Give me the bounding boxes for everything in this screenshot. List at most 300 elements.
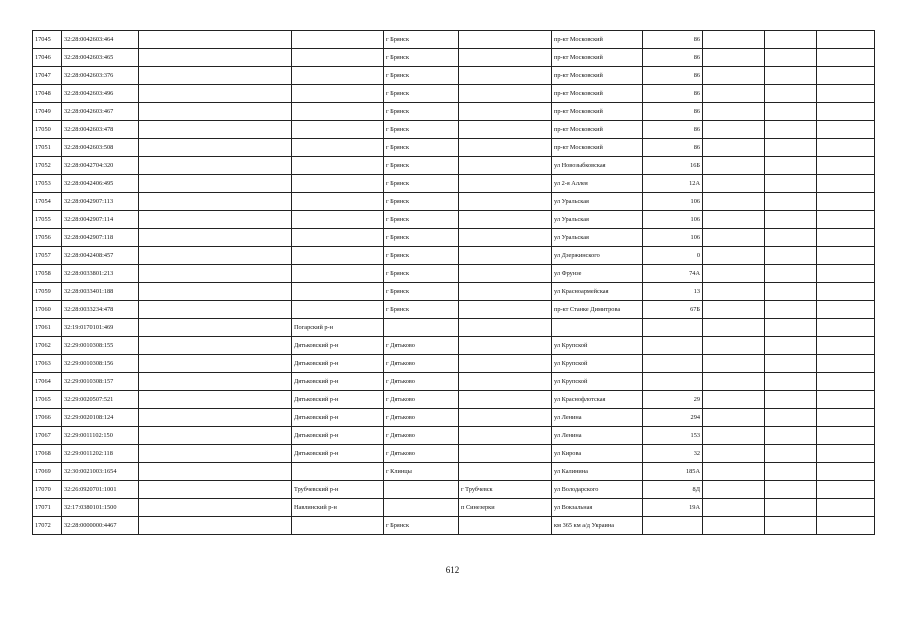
- extra-2-cell: [765, 67, 817, 85]
- table-row: [33, 85, 875, 103]
- district-cell: Погарский р-н: [292, 319, 384, 337]
- street-cell: [552, 319, 643, 337]
- settlement-cell: [459, 445, 552, 463]
- record-number-cell: 17052: [33, 157, 62, 175]
- extra-1-cell: [703, 175, 765, 193]
- city-cell: г Брянск: [384, 121, 459, 139]
- table-row: [33, 373, 875, 391]
- record-number-cell: 17060: [33, 301, 62, 319]
- extra-3-cell: [817, 463, 875, 481]
- house-number-cell: 86: [643, 121, 703, 139]
- object-name-cell: [139, 85, 292, 103]
- extra-3-cell: [817, 103, 875, 121]
- object-name-cell: [139, 265, 292, 283]
- extra-2-cell: [765, 193, 817, 211]
- record-number-cell: 17047: [33, 67, 62, 85]
- extra-1-cell: [703, 103, 765, 121]
- table-row: [33, 157, 875, 175]
- table-row: [33, 391, 875, 409]
- extra-3-cell: [817, 499, 875, 517]
- cadastral-number-cell: 32:29:0011202:118: [62, 445, 139, 463]
- table-row: [33, 445, 875, 463]
- house-number-cell: 13: [643, 283, 703, 301]
- extra-3-cell: [817, 301, 875, 319]
- extra-3-cell: [817, 139, 875, 157]
- record-number-cell: 17066: [33, 409, 62, 427]
- extra-3-cell: [817, 283, 875, 301]
- district-cell: [292, 517, 384, 535]
- city-cell: г Брянск: [384, 265, 459, 283]
- extra-3-cell: [817, 85, 875, 103]
- cadastral-number-cell: 32:28:0042603:376: [62, 67, 139, 85]
- table-row: [33, 499, 875, 517]
- city-cell: г Брянск: [384, 67, 459, 85]
- record-number-cell: 17061: [33, 319, 62, 337]
- extra-3-cell: [817, 193, 875, 211]
- record-number-cell: 17069: [33, 463, 62, 481]
- table-row: [33, 463, 875, 481]
- extra-1-cell: [703, 31, 765, 49]
- object-name-cell: [139, 319, 292, 337]
- record-number-cell: 17055: [33, 211, 62, 229]
- district-cell: [292, 121, 384, 139]
- cadastral-number-cell: 32:28:0042603:508: [62, 139, 139, 157]
- extra-2-cell: [765, 31, 817, 49]
- table-row: [33, 427, 875, 445]
- extra-1-cell: [703, 211, 765, 229]
- table-row: [33, 319, 875, 337]
- cadastral-number-cell: 32:26:0920701:1001: [62, 481, 139, 499]
- extra-2-cell: [765, 49, 817, 67]
- district-cell: [292, 211, 384, 229]
- settlement-cell: [459, 247, 552, 265]
- cadastral-number-cell: 32:28:0033401:188: [62, 283, 139, 301]
- record-number-cell: 17046: [33, 49, 62, 67]
- house-number-cell: 29: [643, 391, 703, 409]
- district-cell: Дятьковский р-н: [292, 445, 384, 463]
- city-cell: г Клинцы: [384, 463, 459, 481]
- street-cell: ул Вокзальная: [552, 499, 643, 517]
- extra-1-cell: [703, 157, 765, 175]
- district-cell: Трубчевский р-н: [292, 481, 384, 499]
- house-number-cell: 86: [643, 139, 703, 157]
- cadastral-number-cell: 32:28:0042603:467: [62, 103, 139, 121]
- cadastral-number-cell: 32:28:0042907:114: [62, 211, 139, 229]
- extra-2-cell: [765, 355, 817, 373]
- record-number-cell: 17049: [33, 103, 62, 121]
- record-number-cell: 17057: [33, 247, 62, 265]
- street-cell: ул Володарского: [552, 481, 643, 499]
- table-row: [33, 409, 875, 427]
- house-number-cell: 106: [643, 229, 703, 247]
- object-name-cell: [139, 31, 292, 49]
- extra-3-cell: [817, 319, 875, 337]
- street-cell: км 365 км а/д Украина: [552, 517, 643, 535]
- extra-1-cell: [703, 139, 765, 157]
- extra-1-cell: [703, 355, 765, 373]
- object-name-cell: [139, 193, 292, 211]
- city-cell: г Брянск: [384, 247, 459, 265]
- extra-3-cell: [817, 67, 875, 85]
- street-cell: пр-кт Московский: [552, 139, 643, 157]
- record-number-cell: 17053: [33, 175, 62, 193]
- table-row: [33, 265, 875, 283]
- cadastral-number-cell: 32:28:0042907:118: [62, 229, 139, 247]
- city-cell: г Брянск: [384, 175, 459, 193]
- house-number-cell: 185А: [643, 463, 703, 481]
- cadastral-number-cell: 32:29:0020507:521: [62, 391, 139, 409]
- district-cell: Дятьковский р-н: [292, 427, 384, 445]
- object-name-cell: [139, 49, 292, 67]
- city-cell: г Брянск: [384, 139, 459, 157]
- settlement-cell: [459, 49, 552, 67]
- object-name-cell: [139, 355, 292, 373]
- street-cell: пр-кт Московский: [552, 67, 643, 85]
- settlement-cell: [459, 463, 552, 481]
- street-cell: ул Ленина: [552, 409, 643, 427]
- house-number-cell: 86: [643, 103, 703, 121]
- street-cell: ул Ленина: [552, 427, 643, 445]
- record-number-cell: 17070: [33, 481, 62, 499]
- extra-3-cell: [817, 157, 875, 175]
- settlement-cell: [459, 175, 552, 193]
- house-number-cell: [643, 373, 703, 391]
- district-cell: [292, 67, 384, 85]
- settlement-cell: [459, 337, 552, 355]
- record-number-cell: 17050: [33, 121, 62, 139]
- object-name-cell: [139, 283, 292, 301]
- cadastral-number-cell: 32:19:0170101:469: [62, 319, 139, 337]
- extra-3-cell: [817, 49, 875, 67]
- extra-2-cell: [765, 301, 817, 319]
- record-number-cell: 17058: [33, 265, 62, 283]
- object-name-cell: [139, 337, 292, 355]
- extra-1-cell: [703, 49, 765, 67]
- house-number-cell: 153: [643, 427, 703, 445]
- street-cell: пр-кт Московский: [552, 121, 643, 139]
- record-number-cell: 17065: [33, 391, 62, 409]
- extra-2-cell: [765, 211, 817, 229]
- record-number-cell: 17059: [33, 283, 62, 301]
- extra-1-cell: [703, 319, 765, 337]
- house-number-cell: 86: [643, 31, 703, 49]
- extra-1-cell: [703, 247, 765, 265]
- street-cell: пр-кт Станке Димитрова: [552, 301, 643, 319]
- district-cell: Дятьковский р-н: [292, 409, 384, 427]
- table-row: [33, 211, 875, 229]
- settlement-cell: [459, 67, 552, 85]
- table-row: [33, 301, 875, 319]
- extra-2-cell: [765, 139, 817, 157]
- table-row: [33, 355, 875, 373]
- extra-3-cell: [817, 229, 875, 247]
- city-cell: [384, 499, 459, 517]
- settlement-cell: [459, 211, 552, 229]
- settlement-cell: [459, 319, 552, 337]
- object-name-cell: [139, 445, 292, 463]
- extra-3-cell: [817, 265, 875, 283]
- district-cell: [292, 31, 384, 49]
- street-cell: ул Краснофлотская: [552, 391, 643, 409]
- city-cell: г Брянск: [384, 283, 459, 301]
- extra-3-cell: [817, 247, 875, 265]
- extra-2-cell: [765, 517, 817, 535]
- extra-1-cell: [703, 409, 765, 427]
- city-cell: г Брянск: [384, 193, 459, 211]
- street-cell: ул Красноармейская: [552, 283, 643, 301]
- house-number-cell: [643, 355, 703, 373]
- city-cell: г Дятьково: [384, 427, 459, 445]
- table-row: [33, 517, 875, 535]
- object-name-cell: [139, 409, 292, 427]
- city-cell: г Брянск: [384, 301, 459, 319]
- cadastral-number-cell: 32:28:0042406:495: [62, 175, 139, 193]
- cadastral-number-cell: 32:29:0010308:157: [62, 373, 139, 391]
- street-cell: пр-кт Московский: [552, 49, 643, 67]
- city-cell: г Дятьково: [384, 373, 459, 391]
- object-name-cell: [139, 103, 292, 121]
- district-cell: [292, 283, 384, 301]
- extra-1-cell: [703, 337, 765, 355]
- extra-2-cell: [765, 427, 817, 445]
- city-cell: г Брянск: [384, 49, 459, 67]
- street-cell: ул Фрунзе: [552, 265, 643, 283]
- city-cell: г Брянск: [384, 157, 459, 175]
- table-row: [33, 283, 875, 301]
- extra-2-cell: [765, 229, 817, 247]
- table-row: [33, 193, 875, 211]
- street-cell: ул Калинина: [552, 463, 643, 481]
- table-row: [33, 481, 875, 499]
- extra-3-cell: [817, 427, 875, 445]
- cadastral-number-cell: 32:29:0010308:155: [62, 337, 139, 355]
- cadastral-number-cell: 32:28:0033234:478: [62, 301, 139, 319]
- object-name-cell: [139, 121, 292, 139]
- extra-1-cell: [703, 121, 765, 139]
- city-cell: г Дятьково: [384, 355, 459, 373]
- house-number-cell: 8Д: [643, 481, 703, 499]
- house-number-cell: 86: [643, 85, 703, 103]
- extra-2-cell: [765, 103, 817, 121]
- extra-2-cell: [765, 319, 817, 337]
- street-cell: ул Уральская: [552, 193, 643, 211]
- extra-3-cell: [817, 355, 875, 373]
- cadastral-number-cell: 32:28:0042408:457: [62, 247, 139, 265]
- city-cell: г Брянск: [384, 103, 459, 121]
- record-number-cell: 17045: [33, 31, 62, 49]
- cadastral-number-cell: 32:28:0042704:320: [62, 157, 139, 175]
- object-name-cell: [139, 229, 292, 247]
- house-number-cell: 86: [643, 67, 703, 85]
- object-name-cell: [139, 175, 292, 193]
- extra-1-cell: [703, 517, 765, 535]
- extra-3-cell: [817, 481, 875, 499]
- settlement-cell: [459, 517, 552, 535]
- street-cell: ул Дзержинского: [552, 247, 643, 265]
- house-number-cell: 12А: [643, 175, 703, 193]
- cadastral-number-cell: 32:28:0000000:4467: [62, 517, 139, 535]
- extra-2-cell: [765, 373, 817, 391]
- house-number-cell: [643, 337, 703, 355]
- street-cell: ул Уральская: [552, 229, 643, 247]
- street-cell: ул Крупской: [552, 373, 643, 391]
- district-cell: [292, 139, 384, 157]
- city-cell: г Дятьково: [384, 409, 459, 427]
- record-number-cell: 17048: [33, 85, 62, 103]
- object-name-cell: [139, 67, 292, 85]
- city-cell: [384, 319, 459, 337]
- extra-2-cell: [765, 445, 817, 463]
- street-cell: пр-кт Московский: [552, 103, 643, 121]
- extra-2-cell: [765, 499, 817, 517]
- extra-3-cell: [817, 409, 875, 427]
- cadastral-number-cell: 32:28:0033801:213: [62, 265, 139, 283]
- settlement-cell: [459, 391, 552, 409]
- table-row: [33, 67, 875, 85]
- house-number-cell: 86: [643, 49, 703, 67]
- extra-2-cell: [765, 175, 817, 193]
- extra-2-cell: [765, 337, 817, 355]
- city-cell: г Брянск: [384, 229, 459, 247]
- house-number-cell: 16Б: [643, 157, 703, 175]
- extra-3-cell: [817, 517, 875, 535]
- street-cell: ул Уральская: [552, 211, 643, 229]
- district-cell: [292, 463, 384, 481]
- house-number-cell: 32: [643, 445, 703, 463]
- object-name-cell: [139, 517, 292, 535]
- record-number-cell: 17051: [33, 139, 62, 157]
- extra-1-cell: [703, 427, 765, 445]
- settlement-cell: [459, 85, 552, 103]
- street-cell: пр-кт Московский: [552, 85, 643, 103]
- cadastral-number-cell: 32:28:0042907:113: [62, 193, 139, 211]
- table-row: [33, 49, 875, 67]
- house-number-cell: 74А: [643, 265, 703, 283]
- extra-3-cell: [817, 121, 875, 139]
- city-cell: г Дятьково: [384, 391, 459, 409]
- register-body: [33, 31, 875, 535]
- district-cell: Дятьковский р-н: [292, 391, 384, 409]
- table-row: [33, 247, 875, 265]
- city-cell: г Дятьково: [384, 445, 459, 463]
- table-row: [33, 337, 875, 355]
- table-row: [33, 103, 875, 121]
- object-name-cell: [139, 157, 292, 175]
- house-number-cell: 67Б: [643, 301, 703, 319]
- extra-1-cell: [703, 373, 765, 391]
- extra-1-cell: [703, 283, 765, 301]
- extra-3-cell: [817, 391, 875, 409]
- district-cell: [292, 175, 384, 193]
- settlement-cell: [459, 139, 552, 157]
- extra-2-cell: [765, 85, 817, 103]
- register-table: [32, 30, 875, 535]
- extra-2-cell: [765, 121, 817, 139]
- extra-1-cell: [703, 229, 765, 247]
- district-cell: Дятьковский р-н: [292, 373, 384, 391]
- extra-1-cell: [703, 481, 765, 499]
- extra-2-cell: [765, 481, 817, 499]
- settlement-cell: [459, 31, 552, 49]
- settlement-cell: [459, 193, 552, 211]
- page-number: 612: [445, 565, 460, 575]
- settlement-cell: г Трубчевск: [459, 481, 552, 499]
- street-cell: ул Крупской: [552, 355, 643, 373]
- object-name-cell: [139, 301, 292, 319]
- extra-3-cell: [817, 31, 875, 49]
- record-number-cell: 17062: [33, 337, 62, 355]
- district-cell: [292, 193, 384, 211]
- record-number-cell: 17063: [33, 355, 62, 373]
- street-cell: ул Новозыбковская: [552, 157, 643, 175]
- extra-2-cell: [765, 409, 817, 427]
- extra-1-cell: [703, 445, 765, 463]
- object-name-cell: [139, 391, 292, 409]
- settlement-cell: [459, 157, 552, 175]
- cadastral-number-cell: 32:28:0042603:478: [62, 121, 139, 139]
- settlement-cell: [459, 283, 552, 301]
- extra-2-cell: [765, 283, 817, 301]
- settlement-cell: [459, 301, 552, 319]
- extra-3-cell: [817, 373, 875, 391]
- house-number-cell: 0: [643, 247, 703, 265]
- record-number-cell: 17054: [33, 193, 62, 211]
- extra-2-cell: [765, 157, 817, 175]
- settlement-cell: [459, 103, 552, 121]
- settlement-cell: [459, 355, 552, 373]
- record-number-cell: 17072: [33, 517, 62, 535]
- cadastral-number-cell: 32:28:0042603:496: [62, 85, 139, 103]
- object-name-cell: [139, 211, 292, 229]
- object-name-cell: [139, 499, 292, 517]
- city-cell: [384, 481, 459, 499]
- street-cell: ул 2-я Аллея: [552, 175, 643, 193]
- settlement-cell: [459, 409, 552, 427]
- table-row: [33, 121, 875, 139]
- extra-1-cell: [703, 193, 765, 211]
- street-cell: пр-кт Московский: [552, 31, 643, 49]
- extra-1-cell: [703, 499, 765, 517]
- cadastral-number-cell: 32:28:0042603:464: [62, 31, 139, 49]
- district-cell: Дятьковский р-н: [292, 337, 384, 355]
- city-cell: г Брянск: [384, 31, 459, 49]
- record-number-cell: 17064: [33, 373, 62, 391]
- record-number-cell: 17056: [33, 229, 62, 247]
- city-cell: г Брянск: [384, 517, 459, 535]
- object-name-cell: [139, 481, 292, 499]
- district-cell: [292, 103, 384, 121]
- street-cell: ул Крупской: [552, 337, 643, 355]
- extra-1-cell: [703, 265, 765, 283]
- settlement-cell: [459, 373, 552, 391]
- object-name-cell: [139, 247, 292, 265]
- house-number-cell: [643, 517, 703, 535]
- extra-2-cell: [765, 391, 817, 409]
- object-name-cell: [139, 427, 292, 445]
- cadastral-number-cell: 32:29:0020108:124: [62, 409, 139, 427]
- settlement-cell: [459, 121, 552, 139]
- district-cell: [292, 265, 384, 283]
- district-cell: Дятьковский р-н: [292, 355, 384, 373]
- extra-1-cell: [703, 301, 765, 319]
- table-row: [33, 31, 875, 49]
- extra-3-cell: [817, 337, 875, 355]
- extra-2-cell: [765, 247, 817, 265]
- house-number-cell: [643, 319, 703, 337]
- cadastral-number-cell: 32:28:0042603:465: [62, 49, 139, 67]
- cadastral-number-cell: 32:17:0380101:1500: [62, 499, 139, 517]
- street-cell: ул Кирова: [552, 445, 643, 463]
